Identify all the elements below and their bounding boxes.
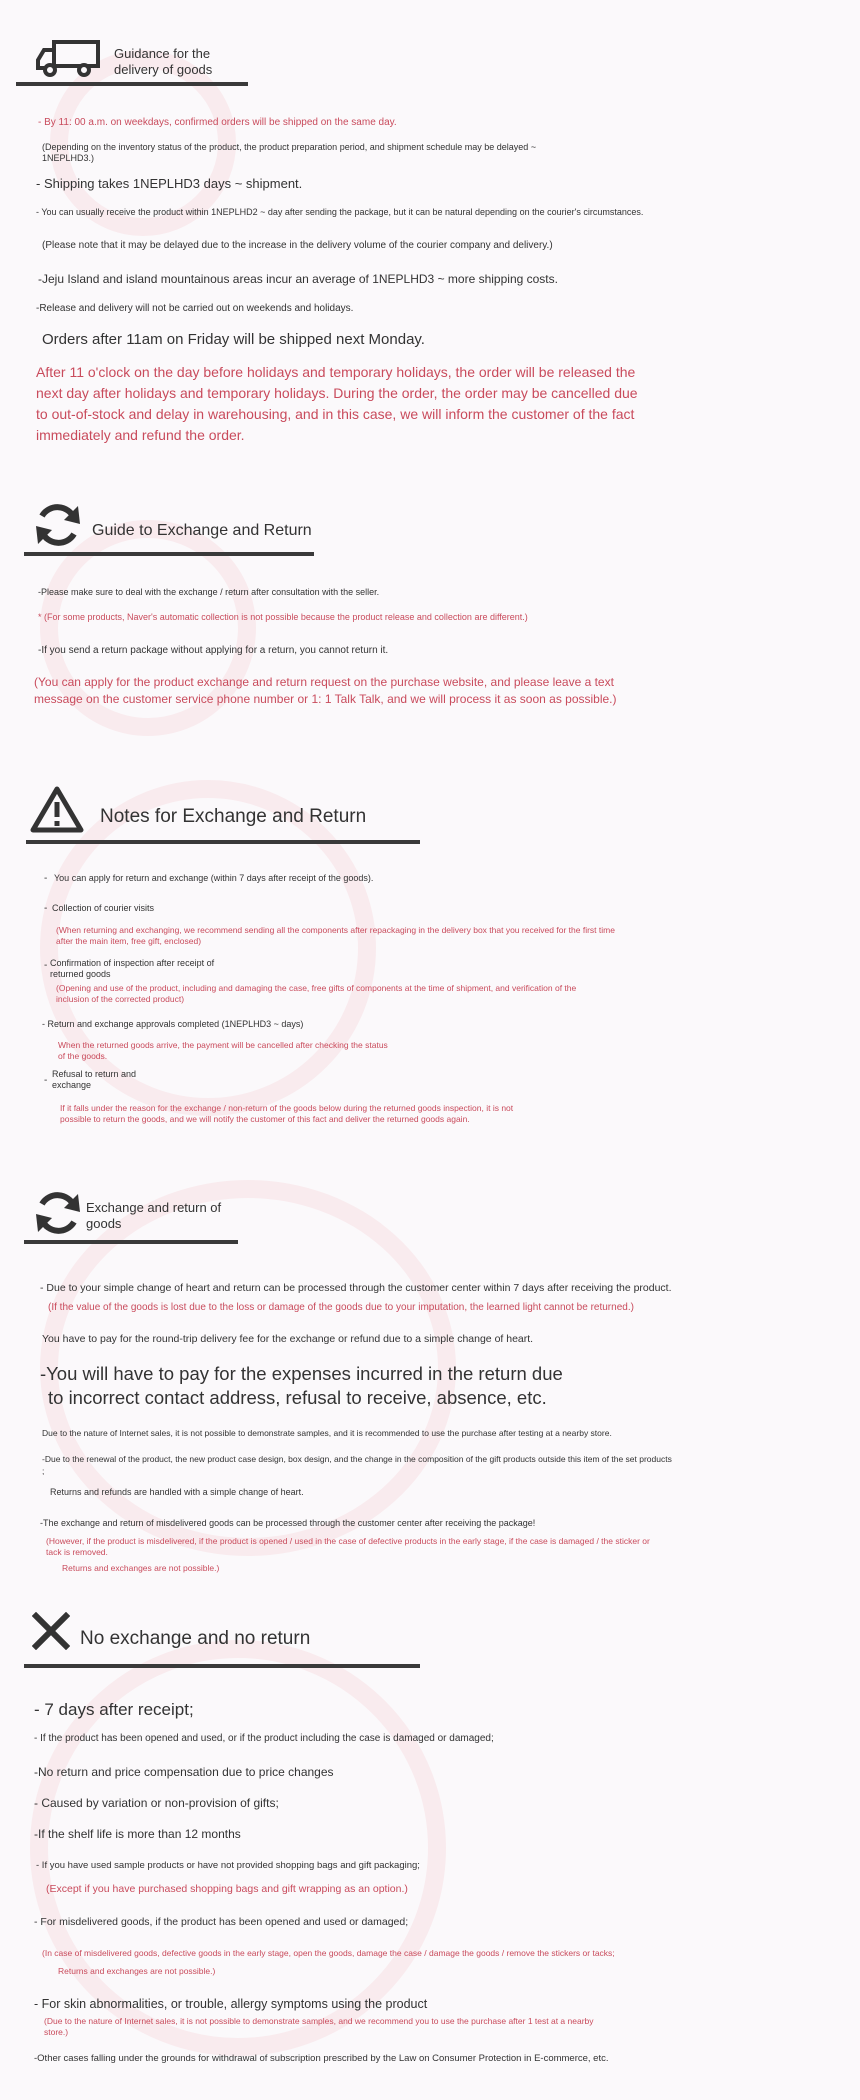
- notes-step: You can apply for return and exchange (within 7 days after receipt of the goods).: [54, 873, 374, 883]
- exreturn-text: ;: [42, 1466, 45, 1476]
- guide-text: (You can apply for the product exchange and return request on the purchase website, and please leave a text: [34, 675, 614, 689]
- exreturn-text: to incorrect contact address, refusal to receive, absence, etc.: [48, 1387, 547, 1408]
- notes-detail: If it falls under the reason for the exchange / non-return of the goods below during the returned goods inspection, it is not: [60, 1103, 514, 1113]
- exreturn-title-line1: Exchange and return of: [86, 1200, 222, 1215]
- notes-detail: (Opening and use of the product, including and damaging the case, free gifts of components at the time of shipment, and verification of the: [56, 983, 577, 993]
- noreturn-text: - If the product has been opened and used, or if the product including the case is damaged or damaged;: [34, 1733, 494, 1744]
- delivery-text: Orders after 11am on Friday will be shipped next Monday.: [42, 331, 425, 348]
- noreturn-text: (Except if you have purchased shopping bags and gift wrapping as an option.): [46, 1883, 408, 1895]
- delivery-text: next day after holidays and temporary holidays. During the order, the order may be cancelled due: [36, 385, 638, 401]
- notes-step: -: [44, 960, 48, 971]
- noreturn-text: - 7 days after receipt;: [34, 1700, 194, 1719]
- truck-icon: [36, 38, 106, 78]
- exreturn-text: (If the value of the goods is lost due to the loss or damage of the goods due to your imputation, the learned light cannot be returned.): [48, 1302, 634, 1313]
- noreturn-title: No exchange and no return: [80, 1628, 311, 1649]
- noreturn-text: -Other cases falling under the grounds for withdrawal of subscription prescribed by the Law on Consumer Protection in E-commerce, etc.: [34, 2053, 609, 2064]
- notes-title: Notes for Exchange and Return: [100, 806, 367, 827]
- guide-text: -Please make sure to deal with the exchange / return after consultation with the seller.: [38, 587, 380, 597]
- noreturn-text: Returns and exchanges are not possible.): [58, 1966, 216, 1976]
- guide-text: * (For some products, Naver's automatic collection is not possible because the product release and collection are different.): [38, 612, 528, 622]
- notes-step: Refusal to return and: [52, 1069, 137, 1079]
- notes-step: -: [44, 903, 48, 914]
- section-divider: [24, 1240, 238, 1244]
- delivery-text: (Depending on the inventory status of the product, the product preparation period, and shipment schedule may be delayed ~: [42, 142, 537, 152]
- noreturn-text: (Due to the nature of Internet sales, it is not possible to demonstrate samples, and we recommend you to use the purchase after 1 test at a nearby: [44, 2016, 594, 2026]
- delivery-title-line2: delivery of goods: [114, 62, 213, 77]
- delivery-text: -Release and delivery will not be carried out on weekends and holidays.: [36, 303, 354, 314]
- section-divider: [26, 840, 420, 844]
- noreturn-text: - Caused by variation or non-provision of gifts;: [34, 1796, 279, 1810]
- section-divider: [24, 552, 314, 556]
- refresh-icon: [32, 500, 84, 550]
- guide-text: -If you send a return package without applying for a return, you cannot return it.: [38, 645, 389, 656]
- notes-step: Collection of courier visits: [52, 903, 155, 913]
- exreturn-text: - Due to your simple change of heart and return can be processed through the customer center within 7 days after receiving the product.: [40, 1282, 672, 1294]
- refresh-icon: [32, 1188, 84, 1238]
- notes-detail: inclusion of the corrected product): [56, 994, 185, 1004]
- delivery-text: 1NEPLHD3.): [42, 153, 95, 163]
- section-divider: [24, 1664, 420, 1668]
- exreturn-text: Due to the nature of Internet sales, it is not possible to demonstrate samples, and it is recommended to use the purchase after testing at a nearby store.: [42, 1428, 612, 1438]
- notes-detail: (When returning and exchanging, we recommend sending all the components after repackaging in the delivery box that you received for the first time: [56, 925, 615, 935]
- exreturn-text: tack is removed.: [46, 1547, 108, 1557]
- delivery-text: -Jeju Island and island mountainous areas incur an average of 1NEPLHD3 ~ more shipping costs.: [38, 272, 558, 286]
- noreturn-text: -If the shelf life is more than 12 months: [34, 1827, 241, 1841]
- notes-detail: of the goods.: [58, 1051, 108, 1061]
- notes-detail: possible to return the goods, and we will notify the customer of this fact and deliver the returned goods again.: [60, 1114, 470, 1124]
- notes-step: - Return and exchange approvals completed (1NEPLHD3 ~ days): [42, 1019, 304, 1029]
- noreturn-text: -No return and price compensation due to price changes: [34, 1765, 334, 1779]
- noreturn-text: store.): [44, 2027, 69, 2037]
- exreturn-text: -You will have to pay for the expenses incurred in the return due: [40, 1363, 563, 1384]
- notes-step: -: [44, 1075, 48, 1086]
- notes-step: returned goods: [50, 969, 111, 979]
- noreturn-text: - For misdelivered goods, if the product has been opened and used or damaged;: [34, 1916, 409, 1928]
- delivery-text: - You can usually receive the product within 1NEPLHD2 ~ day after sending the package, but it can be natural depending on the courier's circumstances.: [36, 207, 644, 217]
- noreturn-text: (In case of misdelivered goods, defective goods in the early stage, open the goods, damage the case / damage the goods / remove the stickers or tacks;: [42, 1948, 615, 1958]
- guide-title: Guide to Exchange and Return: [92, 522, 312, 539]
- exreturn-title-line2: goods: [86, 1216, 122, 1231]
- exreturn-text: -Due to the renewal of the product, the new product case design, box design, and the change in the composition of the gift products outside this item of the set products: [42, 1454, 672, 1464]
- guide-text: message on the customer service phone number or 1: 1 Talk Talk, and we will process it as soon as possible.): [34, 692, 617, 706]
- noreturn-text: - If you have used sample products or have not provided shopping bags and gift packaging;: [36, 1860, 420, 1871]
- exreturn-text: Returns and refunds are handled with a simple change of heart.: [50, 1487, 304, 1497]
- delivery-text: to out-of-stock and delay in warehousing, and in this case, we will inform the customer of the fact: [36, 406, 635, 422]
- exreturn-text: (However, if the product is misdelivered, if the product is opened / used in the case of defective products in the early stage, if the case is damaged / the sticker or: [46, 1536, 650, 1546]
- delivery-text: - By 11: 00 a.m. on weekdays, confirmed orders will be shipped on the same day.: [38, 117, 397, 128]
- close-icon: [32, 1612, 70, 1650]
- delivery-title-line1: Guidance for the: [114, 46, 211, 61]
- notes-detail: after the main item, free gift, enclosed): [56, 936, 202, 946]
- delivery-text: After 11 o'clock on the day before holidays and temporary holidays, the order will be released the: [36, 364, 636, 380]
- delivery-text: immediately and refund the order.: [36, 427, 245, 443]
- section-divider: [16, 82, 248, 86]
- exreturn-text: You have to pay for the round-trip delivery fee for the exchange or refund due to a simple change of heart.: [42, 1333, 534, 1345]
- notes-step: exchange: [52, 1080, 92, 1090]
- delivery-text: - Shipping takes 1NEPLHD3 days ~ shipment.: [36, 176, 303, 191]
- exreturn-text: Returns and exchanges are not possible.): [62, 1563, 220, 1573]
- notes-detail: When the returned goods arrive, the payment will be cancelled after checking the status: [58, 1040, 388, 1050]
- watermark: [40, 780, 376, 1116]
- warning-icon: [30, 785, 84, 833]
- notes-step: Confirmation of inspection after receipt of: [50, 958, 215, 968]
- noreturn-text: - For skin abnormalities, or trouble, allergy symptoms using the product: [34, 1997, 428, 2011]
- notes-step: -: [44, 873, 48, 884]
- exreturn-text: -The exchange and return of misdelivered goods can be processed through the customer center after receiving the package!: [40, 1518, 536, 1528]
- delivery-text: (Please note that it may be delayed due to the increase in the delivery volume of the courier company and delivery.): [42, 240, 553, 251]
